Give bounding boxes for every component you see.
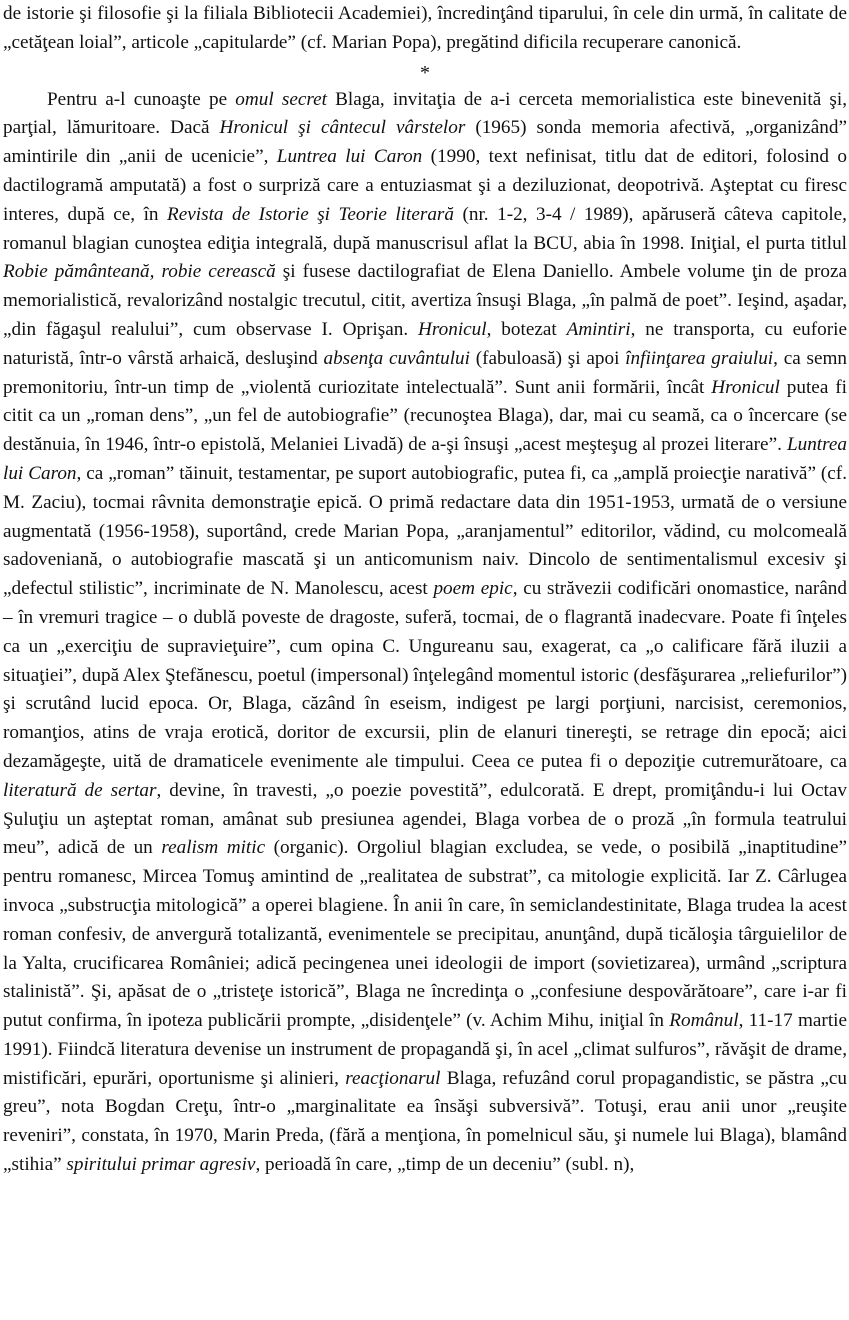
text-run: şi fusese dactilografiat de Elena Daniello. Ambele volume ţin de proza memorialistică, revalorizând nostalgic trecutul, citit, avertiza însuşi Blaga, „în palmă de poet”. Ieşind, aşadar, „din făgaşul realului”, cum observase I. Oprişan. (3, 261, 848, 340)
italic-text-run: reacţionarul (345, 1067, 441, 1089)
paragraph-top (3, 0, 847, 58)
italic-text-run: Hronicul (711, 376, 780, 398)
text-run: putea fi citit ca un „roman dens”, „un fel de autobiografie” (recunoştea Blaga), dar, mai cu seamă, ca o încercare (se destănuia, în 1946, într-o epistolă, Melaniei Livadă) de a-şi însuşi „acest meşteşug al prozei literare”. (3, 376, 847, 456)
text-run: Blaga, refuzând corul propagandistic, se păstra „cu greu”, nota Bogdan Creţu, într-o „marginalitate ea însăşi subversivă”. Totuşi, erau anii unor „reuşite reveniri”, constata, în 1970, Marin Preda, (fără a menţiona, în pomelnicul său, şi numele lui Blaga), blamând „stihia” (3, 1067, 847, 1176)
italic-text-run: Amintiri (566, 318, 631, 340)
italic-text-run: Robie pământeană, robie cerească (3, 261, 276, 283)
italic-text-run: Hronicul (418, 318, 487, 340)
italic-text-run: Luntrea lui Caron (3, 434, 847, 484)
text-run: , botezat (486, 318, 567, 340)
italic-text-run: realism mitic (161, 837, 266, 859)
italic-text-run: înfiinţarea graiului (625, 347, 774, 369)
text-run: (1965) sonda memoria afectivă, „organizând” amintirile din „anii de ucenicie”, (3, 117, 847, 168)
italic-text-run: omul secret (235, 88, 327, 110)
text-run: (1990, text nefinisat, titlu dat de editori, folosind o dactilogramă amputată) a fost o surpriză care a entuziasmat şi a deziluzionat, deopotrivă. Aşteptat cu firesc interes, după ce, în (3, 146, 847, 225)
italic-text-run: poem epic (433, 578, 513, 600)
italic-text-run: Românul (669, 1010, 739, 1032)
text-run: de istorie şi filosofie şi la filiala Bibliotecii Academiei), încredinţând tiparului, în cele din urmă, în calitate de „cetăţean loial”, articole „capitularde” (cf. Marian Popa), pregătind dificila recuperare canonică. (3, 3, 847, 53)
text-run: (fabuloasă) şi apoi (469, 347, 626, 369)
text-run: , ne transporta, cu euforie naturistă, într-o vârstă arhaică, desluşind (3, 318, 847, 369)
text-run: Blaga, invitaţia de a-i cerceta memorialistica este binevenită şi, parţial, lămuritoare. Dacă (3, 88, 847, 139)
italic-text-run: absenţa cuvântului (323, 347, 470, 369)
text-run: , 11-17 martie 1991). Fiindcă literatura devenise un instrument de propagandă şi, în acel „climat sulfuros”, răvăşit de drame, mistificări, epurări, oportunisme şi alinieri, (3, 1010, 848, 1089)
section-separator: * (420, 61, 430, 84)
text-run: , devine, în travesti, „o poezie povestită”, edulcorată. E drept, promiţându-i lui Octav Şuluţiu un aşteptat roman, amânat sub presiunea agendei, Blaga vorbea de o proză „în formula teatrului meu”, adică de un (3, 779, 847, 859)
text-run: Pentru a-l cunoaşte pe (47, 88, 236, 110)
text-run: , ca semn premonitoriu, într-un timp de „violentă curiozitate intelectuală”. Sunt anii formării, încât (3, 347, 848, 398)
paragraph-main (3, 86, 847, 1180)
text-run: , cu străvezii codificări onomastice, narând – în vremuri tragice – o dublă poveste de dragoste, suferă, tocmai, de o flagrantă inadecvare. Poate fi înţeles ca un „exerciţiu de supravieţuire”, cum opina C. Ungureanu sau, exagerat, ca „o calificare fără iluzii a situaţiei”, după Alex Ştefănescu, poetul (impersonal) înţelegând momentul istoric (desfăşurarea „reliefurilor”) şi scrutând lucid epoca. Or, Blaga, căzând în eseism, indigest pe largi porţiuni, narcisist, ceremonios, romanţios, atins de vraja erotică, doritor de excursii, plin de elanuri tinereşti, se retrage din epocă; aici dezamăgeşte, uită de dramaticele evenimente ale timpului. Ceea ce putea fi o depoziţie cutremurătoare, ca (3, 578, 847, 772)
text-run: (organic). Orgoliul blagian excludea, se vede, o posibilă „inaptitudine” pentru romanesc, Mircea Tomuş amintind de „realitatea de substrat”, ca mitologie explicită. Iar Z. Cârlugea invoca „substrucţia mitologică” a operei blagiene. În anii în care, în semiclandestinitate, Blaga trudea la acest roman confesiv, de anvergură totalizantă, evenimentele se precipitau, anunţând, după ticăloşia târguielilor de la Yalta, crucificarea României; adică pecingenea unei ideologii de import (sovietizarea), urmând „scriptura stalinistă”. Şi, apăsat de o „tristeţe istorică”, Blaga ne încredinţa o „confesiune despovărătoare”, care i-ar fi putut confirma, în ipoteza publicării prompte, „disidenţele” (v. Achim Mihu, iniţial în (3, 837, 847, 1032)
italic-text-run: Hronicul şi cântecul vârstelor (219, 117, 466, 139)
text-run: , perioadă în care, „timp de un deceniu” (subl. n), (255, 1154, 635, 1176)
italic-text-run: spiritului primar agresiv (66, 1154, 256, 1176)
italic-text-run: Revista de Istorie şi Teorie literară (167, 203, 454, 225)
italic-text-run: Luntrea lui Caron (276, 146, 423, 168)
italic-text-run: literatură de sertar (3, 779, 157, 801)
text-run: , ca „roman” tăinuit, testamentar, pe suport autobiografic, putea fi, ca „amplă proiecţie narativă” (cf. M. Zaciu), tocmai râvnita demonstraţie epică. O primă redactare data din 1951-1953, urmată de o versiune augmentată (1956-1958), suportând, crede Marian Popa, „aranjamentul” editorilor, vădind, cu molcomeală sadoveniană, o autobiografie mascată şi un anticomunism naiv. Dincolo de sentimentalismul excesiv şi „defectul stilistic”, incriminate de N. Manolescu, acest (3, 462, 847, 600)
text-run: (nr. 1-2, 3-4 / 1989), apăruseră câteva capitole, romanul blagian cunoştea ediţia integrală, după manuscrisul aflat la BCU, abia în 1998. Iniţial, el purta titlul (3, 203, 847, 254)
